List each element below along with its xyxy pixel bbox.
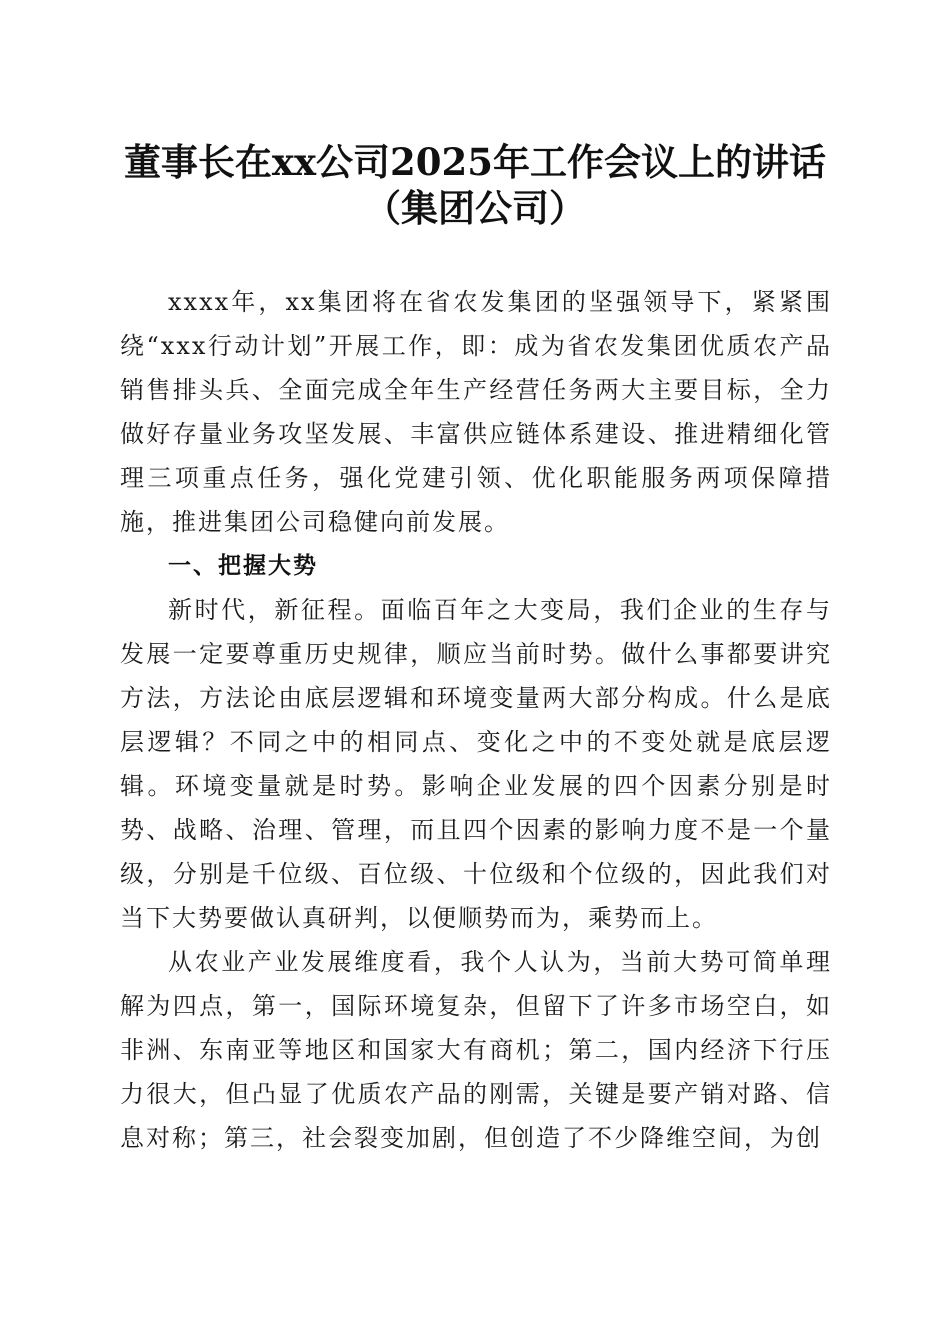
document-subtitle: （集团公司）: [364, 186, 586, 230]
section-heading: 一、把握大势: [168, 553, 318, 579]
document-title: 董事长在xx公司2025年工作会议上的讲话: [123, 140, 827, 184]
paragraph-trend: 新时代，新征程。面临百年之大变局，我们企业的生存与发展一定要尊重历史规律，顺应当前时势。做什么事都要讲究方法，方法论由底层逻辑和环境变量两大部分构成。什么是底层逻辑？不同之中的相同点、变化之中的不变处就是底层逻辑。环境变量就是时势。影响企业发展的四个因素分别是时势、战略、治理、管理，而且四个因素的影响力度不是一个量级，分别是千位级、百位级、十位级和个位级的，因此我们对当下大势要做认真研判，以便顺势而为，乘势而上。: [120, 596, 832, 932]
document-body: [120, 280, 832, 1160]
paragraph-intro: xxxx年，xx集团将在省农发集团的坚强领导下，紧紧围绕“xxx行动计划”开展工作，即：成为省农发集团优质农产品销售排头兵、全面完成全年生产经营任务两大主要目标，全力做好存量业务攻坚发展、丰富供应链体系建设、推进精细化管理三项重点任务，强化党建引领、优化职能服务两项保障措施，推进集团公司稳健向前发展。: [120, 288, 832, 536]
paragraph-agriculture: 从农业产业发展维度看，我个人认为，当前大势可简单理解为四点，第一，国际环境复杂，但留下了许多市场空白，如非洲、东南亚等地区和国家大有商机；第二，国内经济下行压力很大，但凸显了优质农产品的刚需，关键是要产销对路、信息对称；第三，社会裂变加剧，但创造了不少降维空间，为创: [120, 948, 832, 1152]
